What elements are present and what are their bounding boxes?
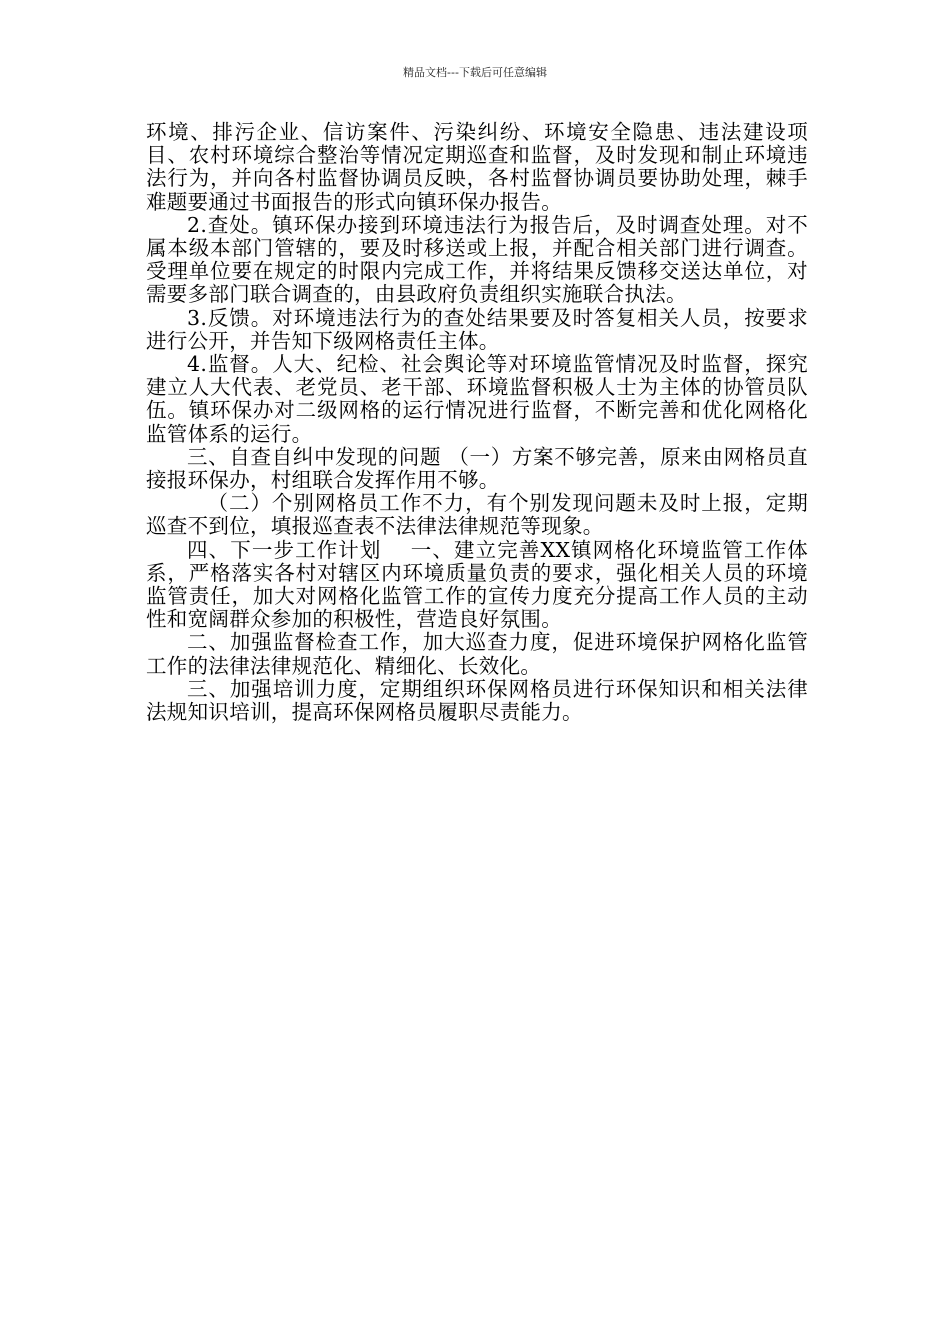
paragraph-inspection-continued: 环境、排污企业、信访案件、污染纠纷、环境安全隐患、违法建设项目、农村环境综合整治等情况定期巡查和监督，及时发现和制止环境违法行为，并向各村监督协调员反映，各村监督协调员要协助处理，棘手难题要通过书面报告的形式向镇环保办报告。 [146, 120, 808, 214]
paragraph-plan-three: 三、加强培训力度，定期组织环保网格员进行环保知识和相关法律法规知识培训，提高环保网格员履职尽责能力。 [146, 676, 808, 725]
paragraph-feedback: 3.反馈。对环境违法行为的查处结果要及时答复相关人员，按要求进行公开，并告知下级网格责任主体。 [146, 305, 808, 353]
paragraph-supervision: 4.监督。人大、纪检、社会舆论等对环境监管情况及时监督，探究建立人大代表、老党员、老干部、环境监督积极人士为主体的协管员队伍。镇环保办对二级网格的运行情况进行监督，不断完善和优化网格化监管体系的运行。 [146, 352, 808, 446]
paragraph-plan-two: 二、加强监督检查工作，加大巡查力度，促进环境保护网格化监管工作的法律法律规范化、精细化、长效化。 [146, 630, 808, 678]
paragraph-issue-two: （二）个别网格员工作不力，有个别发现问题未及时上报，定期巡查不到位，填报巡查表不法律法律规范等现象。 [146, 491, 808, 539]
page-header: 精品文档---下载后可任意编辑 [403, 66, 547, 79]
paragraph-handling: 2.查处。镇环保办接到环境违法行为报告后，及时调查处理。对不属本级本部门管辖的，要及时移送或上报，并配合相关部门进行调查。受理单位要在规定的时限内完成工作，并将结果反馈移交送达单位，对需要多部门联合调查的，由县政府负责组织实施联合执法。 [146, 212, 808, 307]
paragraph-next-plan: 四、下一步工作计划 一、建立完善XX镇网格化环境监管工作体系，严格落实各村对辖区内环境质量负责的要求，强化相关人员的环境监管责任，加大对网格化监管工作的宣传力度充分提高工作人员的主动性和宽阔群众参加的积极性，营造良好氛围。 [146, 537, 808, 632]
document-body [146, 121, 808, 724]
paragraph-issues-found: 三、自查自纠中发现的问题 （一）方案不够完善，原来由网格员直接报环保办，村组联合发挥作用不够。 [146, 444, 808, 493]
